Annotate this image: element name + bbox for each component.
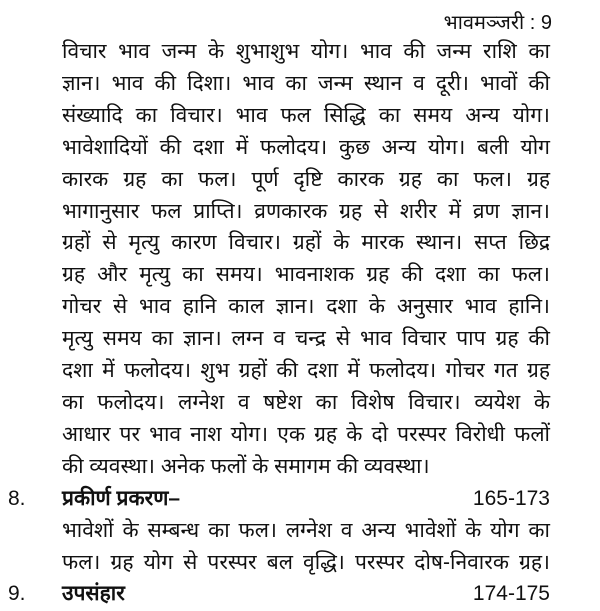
running-header: भावमञ्जरी : 9: [443, 12, 552, 34]
content-line: ज्ञान। भाव की दिशा। भाव का जन्म स्थान व दूरी। भावों की: [62, 71, 550, 95]
content-line: भावेशादियों की दशा में फलोदय। कुछ अन्य योग। बली योग: [62, 135, 550, 159]
section-number: 9.: [8, 582, 26, 606]
section-8-heading: [8, 483, 550, 515]
section-title: उपसंहार: [62, 582, 125, 606]
content-line: संख्यादि का विचार। भाव फल सिद्धि का समय अन्य योग।: [62, 103, 550, 127]
content-line: गोचर से भाव हानि काल ज्ञान। दशा के अनुसार भाव हानि।: [62, 295, 550, 319]
content-line: की व्यवस्था। अनेक फलों के समागम की व्यवस्था।: [62, 454, 430, 478]
section-number: 8.: [8, 486, 26, 510]
table-of-contents: [8, 36, 550, 610]
content-line: दशा में फलोदय। शुभ ग्रहों की दशा में फलोदय। गोचर गत ग्रह: [62, 359, 550, 383]
content-line: का फलोदय। लग्नेश व षष्टेश का विशेष विचार। व्ययेश के: [62, 390, 550, 414]
content-line: ग्रह और मृत्यु का समय। भावनाशक ग्रह की दशा का फल।: [62, 263, 550, 287]
content-line: भावेशों के सम्बन्ध का फल। लग्नेश व अन्य भावेशों के योग का: [62, 518, 550, 542]
content-line: मृत्यु समय का ज्ञान। लग्न व चन्द्र से भाव विचार पाप ग्रह की: [62, 327, 550, 351]
content-line: ग्रहों से मृत्यु कारण विचार। ग्रहों के मारक स्थान। सप्त छिद्र: [62, 231, 550, 255]
section-9-heading: [8, 578, 550, 610]
content-line: विचार भाव जन्म के शुभाशुभ योग। भाव की जन्म राशि का: [62, 40, 550, 63]
page-range: 174-175: [472, 582, 550, 606]
content-line: भागानुसार फल प्राप्ति। व्रणकारक ग्रह से शरीर में व्रण ज्ञान।: [62, 199, 550, 223]
content-line: फल। ग्रह योग से परस्पर बल वृद्धि। परस्पर दोष-निवारक ग्रह।: [62, 550, 550, 574]
content-line: आधार पर भाव नाश योग। एक ग्रह के दो परस्पर विरोधी फलों: [62, 422, 550, 446]
content-line: कारक ग्रह का फल। पूर्ण दृष्टि कारक ग्रह का फल। ग्रह: [62, 167, 550, 191]
page-range: 165-173: [472, 486, 550, 510]
section-title: प्रकीर्ण प्रकरण–: [62, 486, 181, 510]
